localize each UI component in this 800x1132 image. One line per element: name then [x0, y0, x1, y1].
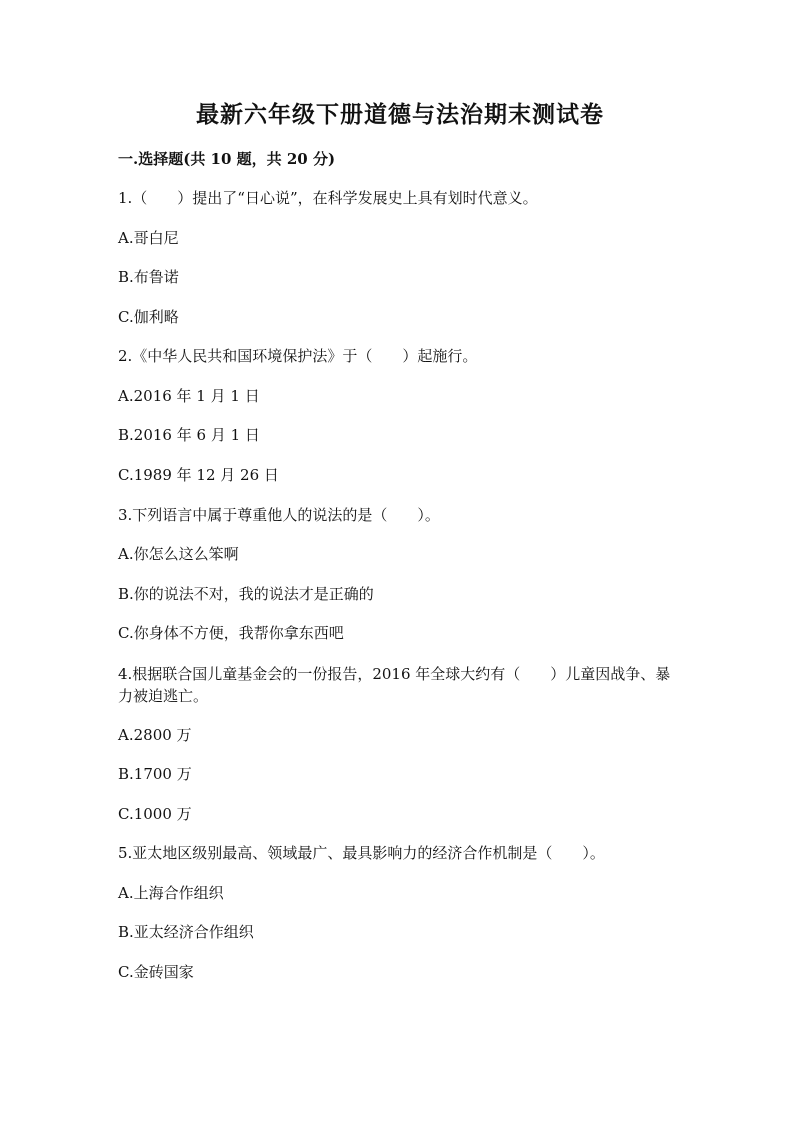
section-heading: 一.选择题(共 10 题，共 20 分) [118, 150, 336, 168]
question-stem: 1.（ ）提出了“日心说”，在科学发展史上具有划时代意义。 [118, 189, 538, 207]
page-title: 最新六年级下册道德与法治期末测试卷 [196, 101, 604, 128]
answer-option: C.金砖国家 [118, 963, 194, 981]
answer-option: C.伽利略 [118, 308, 179, 326]
answer-option: B.布鲁诺 [118, 268, 179, 286]
answer-option: A.哥白尼 [118, 229, 179, 247]
answer-option: B.2016 年 6 月 1 日 [118, 426, 260, 444]
answer-option: C.1000 万 [118, 805, 192, 823]
question-stem: 4.根据联合国儿童基金会的一份报告，2016 年全球大约有（ ）儿童因战争、暴力被迫逃亡。 [118, 665, 671, 705]
answer-option: A.上海合作组织 [118, 884, 224, 902]
question-stem: 3.下列语言中属于尊重他人的说法的是（ ）。 [118, 506, 440, 524]
answer-option: A.2016 年 1 月 1 日 [118, 387, 260, 405]
answer-option: A.你怎么这么笨啊 [118, 545, 239, 563]
answer-option: C.1989 年 12 月 26 日 [118, 466, 279, 484]
answer-option: A.2800 万 [118, 726, 192, 744]
question-stem: 2.《中华人民共和国环境保护法》于（ ）起施行。 [118, 347, 478, 365]
question-stem: 5.亚太地区级别最高、领域最广、最具影响力的经济合作机制是（ ）。 [118, 844, 605, 862]
answer-option: B.1700 万 [118, 765, 192, 783]
answer-option: B.你的说法不对，我的说法才是正确的 [118, 585, 374, 603]
answer-option: B.亚太经济合作组织 [118, 923, 254, 941]
answer-option: C.你身体不方便，我帮你拿东西吧 [118, 624, 344, 642]
